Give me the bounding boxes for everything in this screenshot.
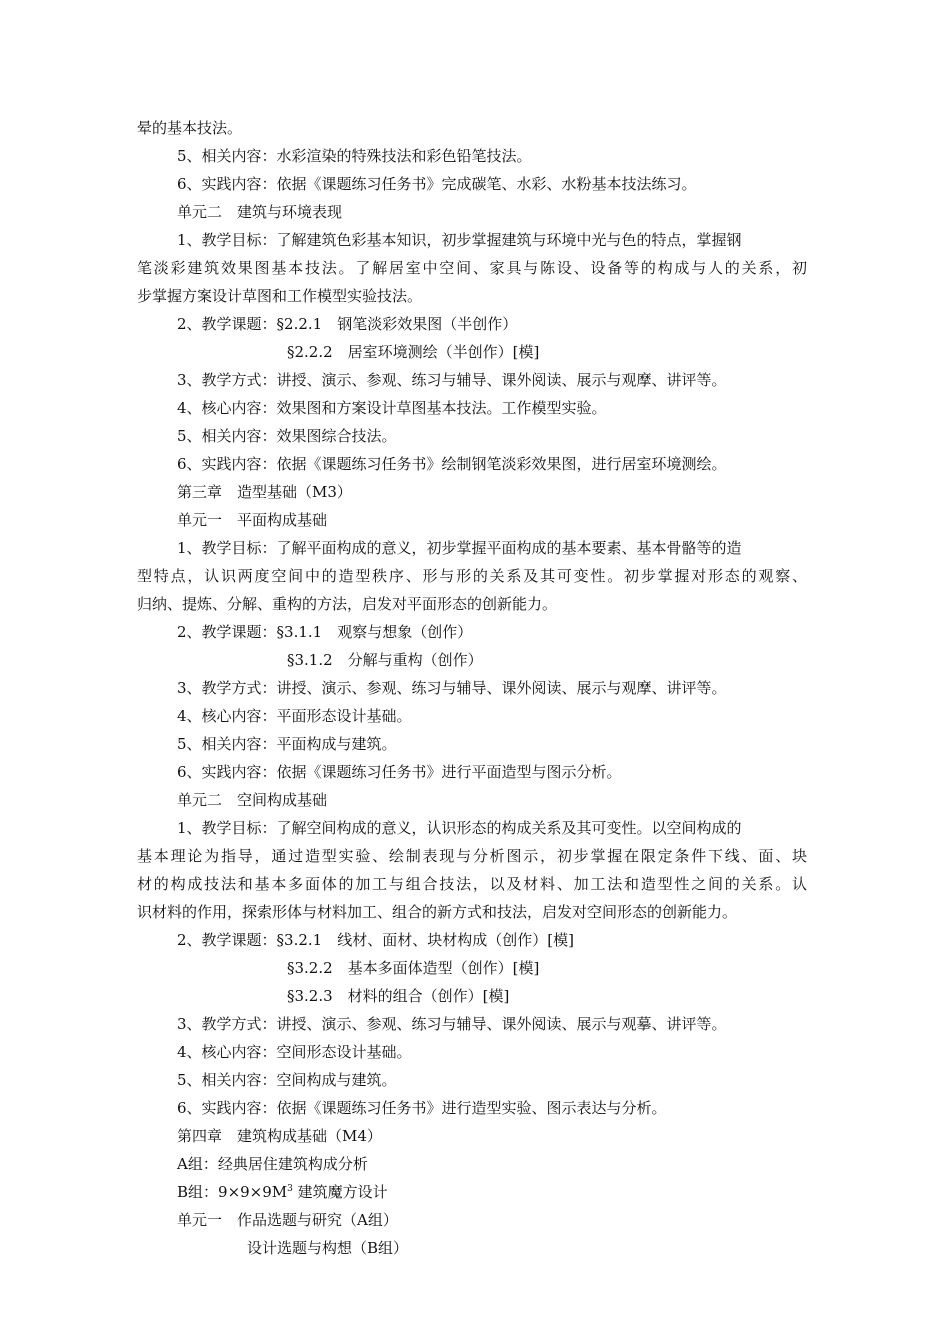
text-line: 笔淡彩建筑效果图基本技法。了解居室中空间、家具与陈设、设备等的构成与人的关系，初 [137,259,807,277]
text-line: A组：经典居住建筑构成分析 [177,1155,368,1173]
text-line: 6、实践内容：依据《课题练习任务书》完成碳笔、水彩、水粉基本技法练习。 [177,175,697,193]
text-line: 3、教学方式：讲授、演示、参观、练习与辅导、课外阅读、展示与观摩、讲评等。 [177,371,727,389]
section-heading: 单元一 作品选题与研究（A组） [177,1211,398,1229]
text-line: 5、相关内容：效果图综合技法。 [177,427,397,445]
text-line: 6、实践内容：依据《课题练习任务书》绘制钢笔淡彩效果图，进行居室环境测绘。 [177,455,727,473]
text-line: 5、相关内容：水彩渲染的特殊技法和彩色铅笔技法。 [177,147,532,165]
text-line: 5、相关内容：空间构成与建筑。 [177,1071,397,1089]
text-line: 2、教学课题：§3.1.1 观察与想象（创作） [177,623,473,641]
text-line: 步掌握方案设计草图和工作模型实验技法。 [137,287,423,305]
text-line: 2、教学课题：§3.2.1 线材、面材、块材构成（创作）[模] [177,931,574,949]
text-line: 4、核心内容：空间形态设计基础。 [177,1043,412,1061]
text-line: 1、教学目标：了解建筑色彩基本知识，初步掌握建筑与环境中光与色的特点，掌握钢 [177,231,742,249]
text-line: 设计选题与构想（B组） [247,1239,409,1257]
text-line: 6、实践内容：依据《课题练习任务书》进行平面造型与图示分析。 [177,763,622,781]
text-line: 基本理论为指导，通过造型实验、绘制表现与分析图示，初步掌握在限定条件下线、面、块 [137,847,807,865]
text-line: 晕的基本技法。 [137,119,243,137]
section-heading: 单元一 平面构成基础 [177,511,328,529]
text-line: §3.2.3 材料的组合（创作）[模] [287,987,510,1005]
text-line: §2.2.2 居室环境测绘（半创作）[模] [287,343,540,361]
text-line: 6、实践内容：依据《课题练习任务书》进行造型实验、图示表达与分析。 [177,1099,667,1117]
text-line: 识材料的作用，探索形体与材料加工、组合的新方式和技法，启发对空间形态的创新能力。 [137,903,738,921]
text-line: 1、教学目标：了解空间构成的意义，认识形态的构成关系及其可变性。以空间构成的 [177,819,742,837]
text-fragment: B组：9×9×9M [177,1183,288,1201]
chapter-heading: 第三章 造型基础（M3） [177,483,352,501]
text-line: §3.1.2 分解与重构（创作） [287,651,483,669]
text-line: 材的构成技法和基本多面体的加工与组合技法，以及材料、加工法和造型性之间的关系。认 [137,875,807,893]
text-line: §3.2.2 基本多面体造型（创作）[模] [287,959,540,977]
text-line: 型特点，认识两度空间中的造型秩序、形与形的关系及其可变性。初步掌握对形态的观察、 [137,567,807,585]
text-line: 3、教学方式：讲授、演示、参观、练习与辅导、课外阅读、展示与观摹、讲评等。 [177,1015,727,1033]
text-line: 归纳、提炼、分解、重构的方法，启发对平面形态的创新能力。 [137,595,558,613]
text-line: 2、教学课题：§2.2.1 钢笔淡彩效果图（半创作） [177,315,518,333]
text-line [177,1182,388,1202]
text-line: 5、相关内容：平面构成与建筑。 [177,735,397,753]
text-fragment: 建筑魔方设计 [292,1183,388,1201]
section-heading: 单元二 建筑与环境表现 [177,203,343,221]
text-line: 4、核心内容：平面形态设计基础。 [177,707,412,725]
chapter-heading: 第四章 建筑构成基础（M4） [177,1127,382,1145]
text-line: 1、教学目标：了解平面构成的意义，初步掌握平面构成的基本要素、基本骨骼等的造 [177,539,742,557]
section-heading: 单元二 空间构成基础 [177,791,328,809]
text-line: 4、核心内容：效果图和方案设计草图基本技法。工作模型实验。 [177,399,607,417]
superscript: 3 [287,1184,293,1194]
text-line: 3、教学方式：讲授、演示、参观、练习与辅导、课外阅读、展示与观摩、讲评等。 [177,679,727,697]
